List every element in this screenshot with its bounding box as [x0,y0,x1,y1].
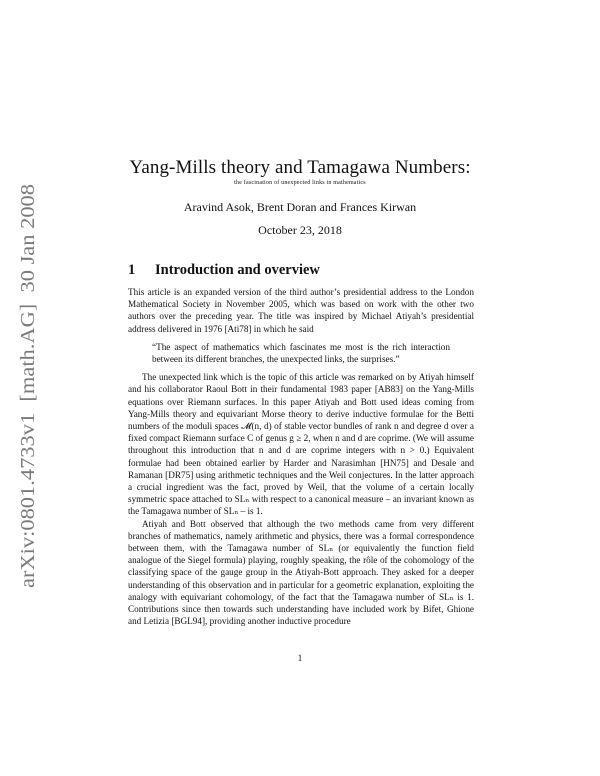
paragraph-intro: This article is an expanded version of the third author’s presidential address to the London Mathematical Society in November 2005, which was based on work with the other two authors over the preceding year. The title was inspired by Michael Atiyah’s presidential address delivered in 1976 [Ati78] in which he said [128,287,474,334]
section-number: 1 [128,262,136,278]
paragraph-atiyah-bott: Atiyah and Bott observed that although the two methods came from very different branches of mathematics, namely arithmetic and physics, there was a formal correspondence between them, with the Tamagawa number of SLₙ (or equivalently the function field analogue of the Siegel formula) playing, roughly speaking, the rôle of the cohomology of the classifying space of the gauge group in the Atiyah-Bott approach. They asked for a deeper understanding of this observation and in particular for a geometric explanation, exploiting the analogy with equivariant cohomology, of the fact that the Tamagawa number of SLₙ is 1. Contributions since then towards such understanding have included work by Bifet, Ghione and Letizia [BGL94], providing another inductive procedure [128,518,474,627]
paper-authors: Aravind Asok, Brent Doran and Frances Kirwan [183,200,417,214]
section-heading [128,262,320,279]
page-number: 1 [297,653,303,663]
paper-date: October 23, 2018 [258,223,342,237]
atiyah-quote: “The aspect of mathematics which fascinates me most is the rich interaction between its different branches, the unexpected links, the surprises.” [152,341,450,365]
paragraph-unexpected-link: The unexpected link which is the topic of this article was remarked on by Atiyah himself and his collaborator Raoul Bott in their fundamental 1983 paper [AB83] on the Yang-Mills equations over Riemann surfaces. In this paper Atiyah and Bott used ideas coming from Yang-Mills theory and equivariant Morse theory to derive inductive formulae for the Betti numbers of the moduli spaces 𝓜(n, d) of stable vector bundles of rank n and degree d over a fixed compact Riemann surface C of genus g ≥ 2, when n and d are coprime. (We will assume throughout this introduction that n and d are coprime integers with n > 0.) Equivalent formulae had been obtained earlier by Harder and Narasimhan [HN75] and Desale and Ramanan [DR75] using arithmetic techniques and the Weil conjectures. In the latter approach a crucial ingredient was the fact, proved by Weil, that the volume of a certain locally symmetric space attached to SLₙ with respect to a canonical measure – an invariant known as the Tamagawa number of SLₙ – is 1. [128,372,474,517]
section-title: Introduction and overview [155,262,320,278]
paper-subtitle: the fascination of unexpected links in mathematics [234,180,366,186]
arxiv-identifier-stamp [6,180,46,590]
paper-title: Yang-Mills theory and Tamagawa Numbers: [129,157,471,178]
arxiv-identifier-text: arXiv:0801.4733v1 [math.AG] 30 Jan 2008 [17,219,39,588]
body-text [128,286,474,627]
